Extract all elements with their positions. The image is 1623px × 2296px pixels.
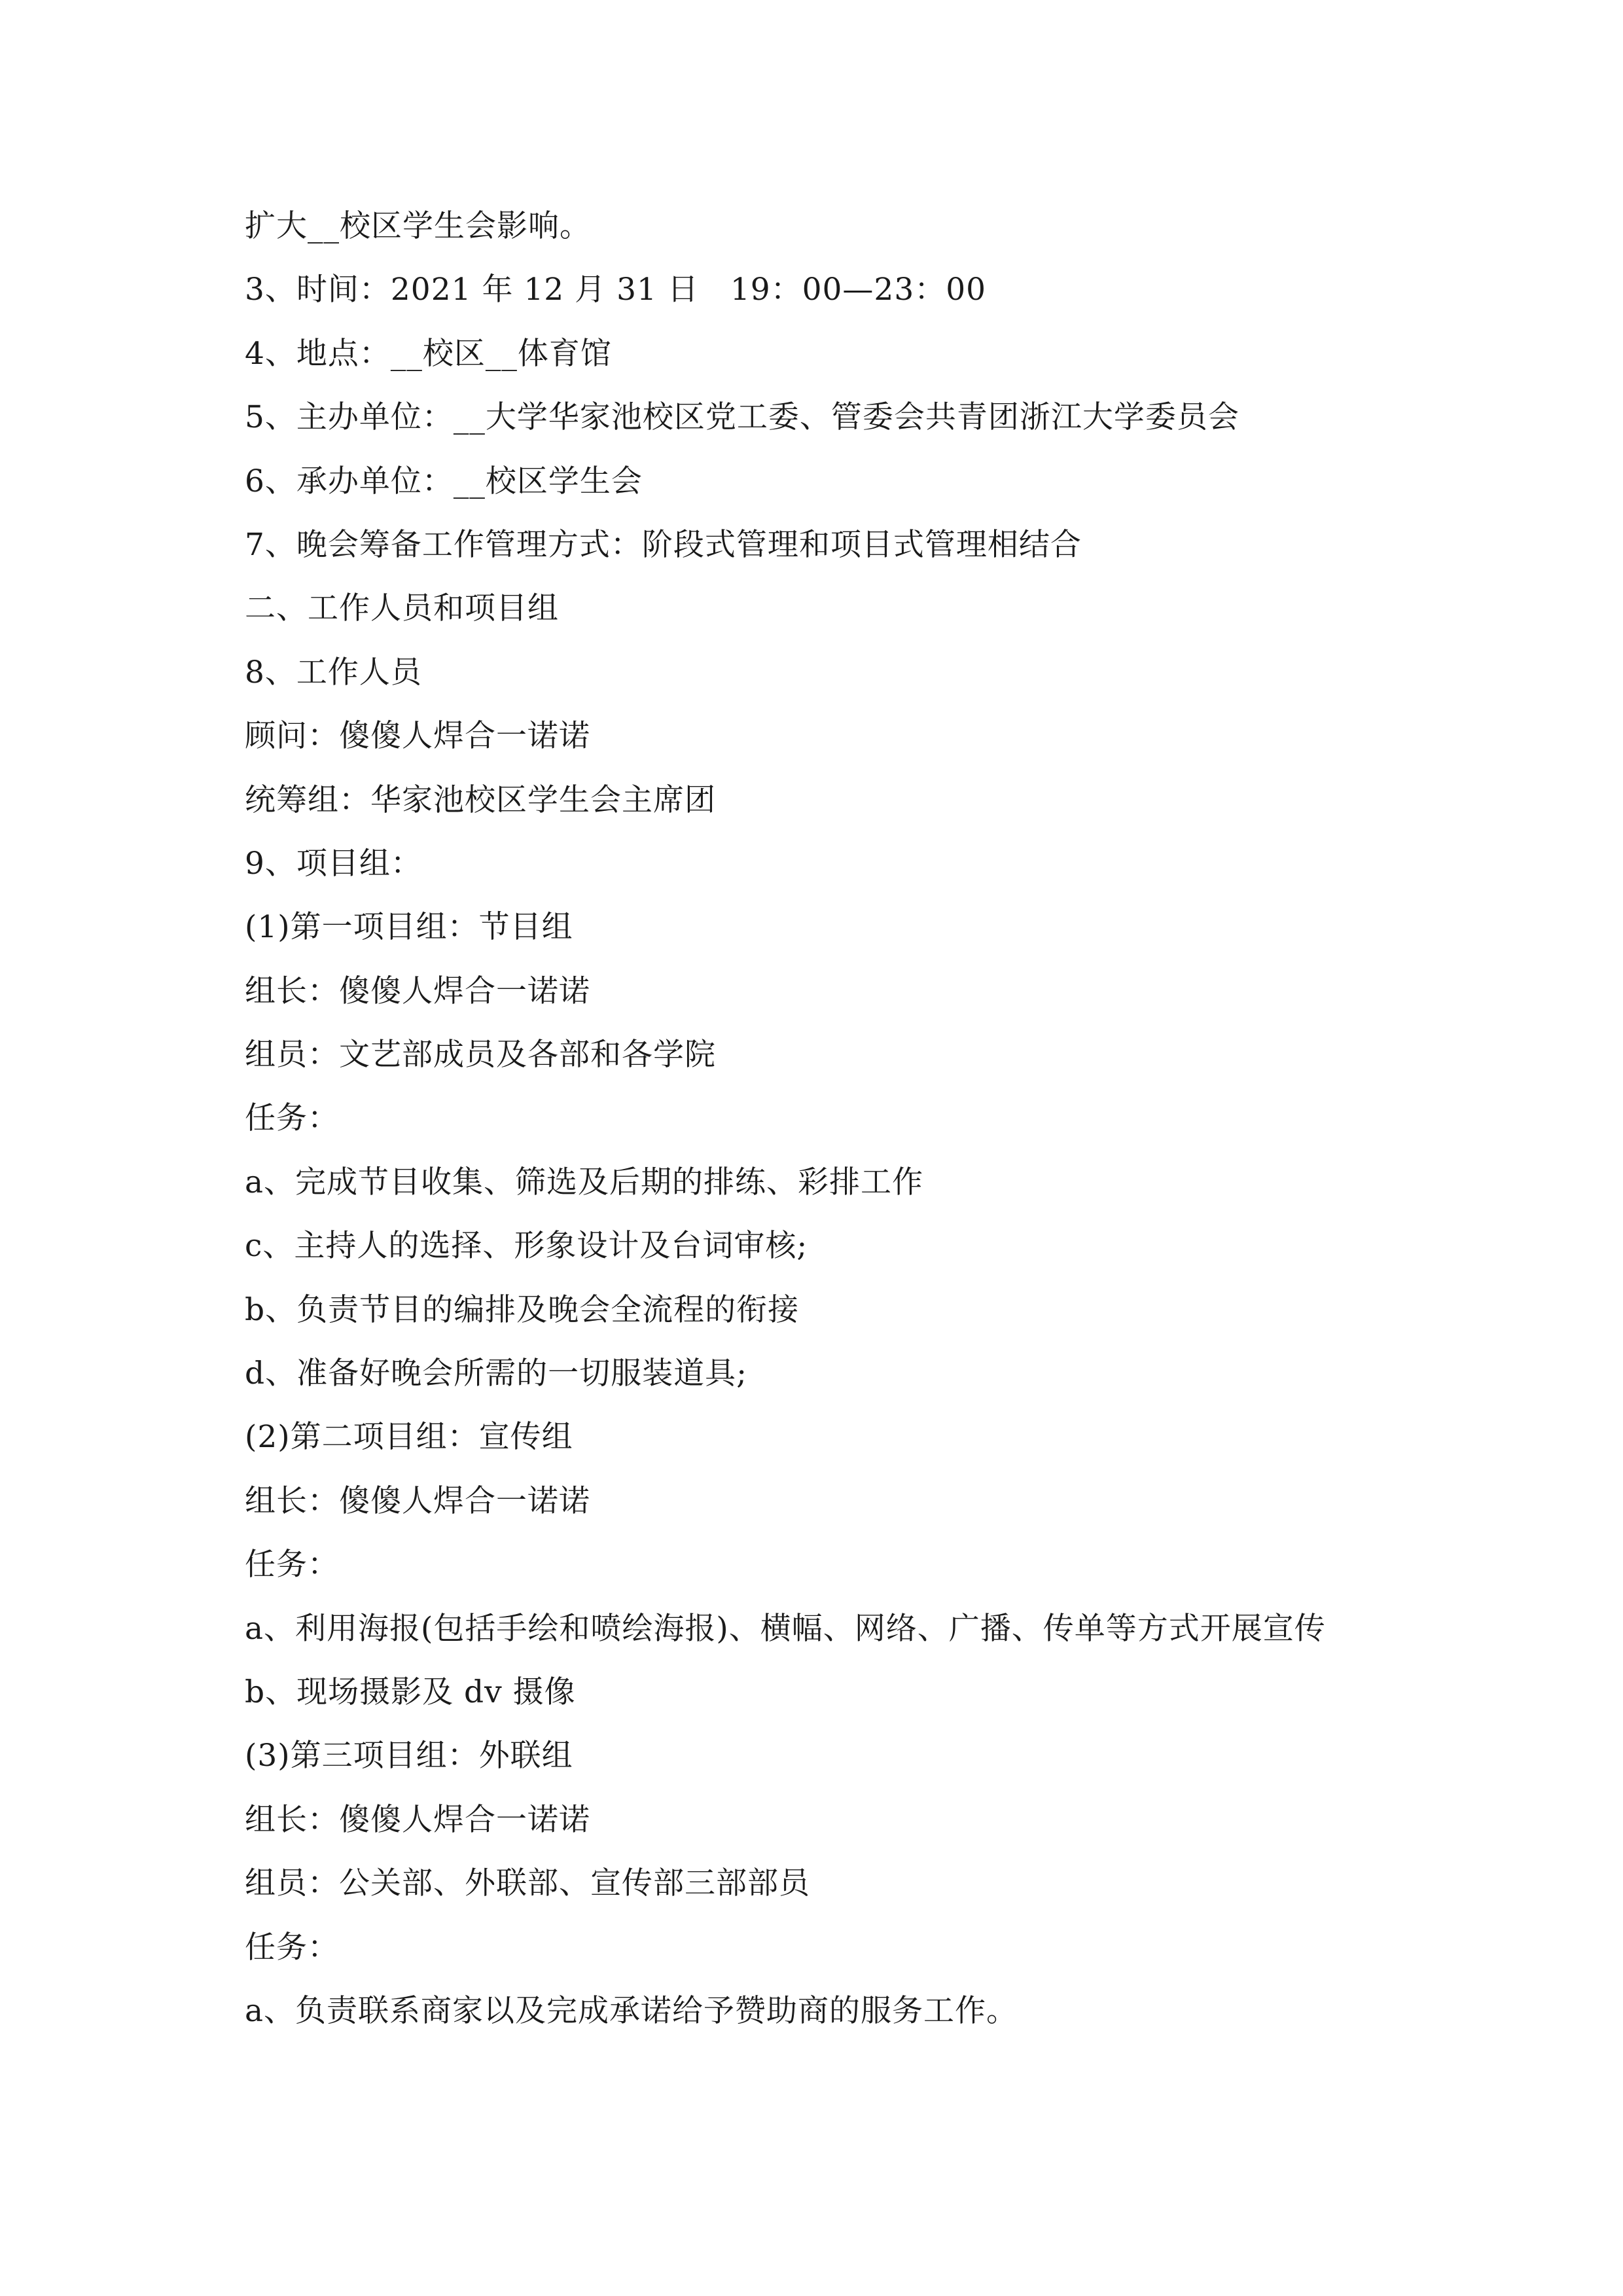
text-line: 9、项目组： <box>245 845 422 882</box>
list-item: b、负责节目的编排及晚会全流程的衔接 <box>245 1291 800 1328</box>
text-line: 组长：傻傻人焊合一诺诺 <box>245 1801 590 1838</box>
text-line: 5、主办单位：__大学华家池校区党工委、管委会共青团浙江大学委员会 <box>245 399 1240 436</box>
text-line: 7、晚会筹备工作管理方式：阶段式管理和项目式管理相结合 <box>245 526 1082 563</box>
subsection-heading: (1)第一项目组：节目组 <box>245 909 573 946</box>
subsection-heading: (3)第三项目组：外联组 <box>245 1738 573 1774</box>
text-line: 8、工作人员 <box>245 654 422 691</box>
list-item: a、负责联系商家以及完成承诺给予赞助商的服务工作。 <box>245 1992 1018 2029</box>
text-line: 组长：傻傻人焊合一诺诺 <box>245 1482 590 1519</box>
text-line: 组员：文艺部成员及各部和各学院 <box>245 1037 716 1073</box>
text-line: 任务： <box>245 1100 339 1137</box>
list-item: b、现场摄影及 dv 摄像 <box>245 1674 576 1710</box>
text-line: 任务： <box>245 1547 339 1583</box>
subsection-heading: (2)第二项目组：宣传组 <box>245 1419 573 1456</box>
text-line: 任务： <box>245 1929 339 1965</box>
document-body <box>245 207 1410 2055</box>
list-item: a、完成节目收集、筛选及后期的排练、彩排工作 <box>245 1164 924 1200</box>
text-line: 6、承办单位：__校区学生会 <box>245 463 643 499</box>
list-item: a、利用海报(包括手绘和喷绘海报)、横幅、网络、广播、传单等方式开展宣传 <box>245 1610 1326 1647</box>
list-item: c、主持人的选择、形象设计及台词审核; <box>245 1228 808 1265</box>
text-line: 组长：傻傻人焊合一诺诺 <box>245 973 590 1009</box>
section-heading: 二、工作人员和项目组 <box>245 590 559 627</box>
text-line: 统筹组：华家池校区学生会主席团 <box>245 781 716 818</box>
text-line: 4、地点：__校区__体育馆 <box>245 335 612 372</box>
text-line: 3、时间：2021 年 12 月 31 日 19：00—23：00 <box>245 272 987 308</box>
text-line: 顾问：傻傻人焊合一诺诺 <box>245 718 590 755</box>
list-item: d、准备好晚会所需的一切服装道具; <box>245 1355 747 1392</box>
text-line: 组员：公关部、外联部、宣传部三部部员 <box>245 1865 810 1902</box>
text-line: 扩大__校区学生会影响。 <box>245 208 591 244</box>
